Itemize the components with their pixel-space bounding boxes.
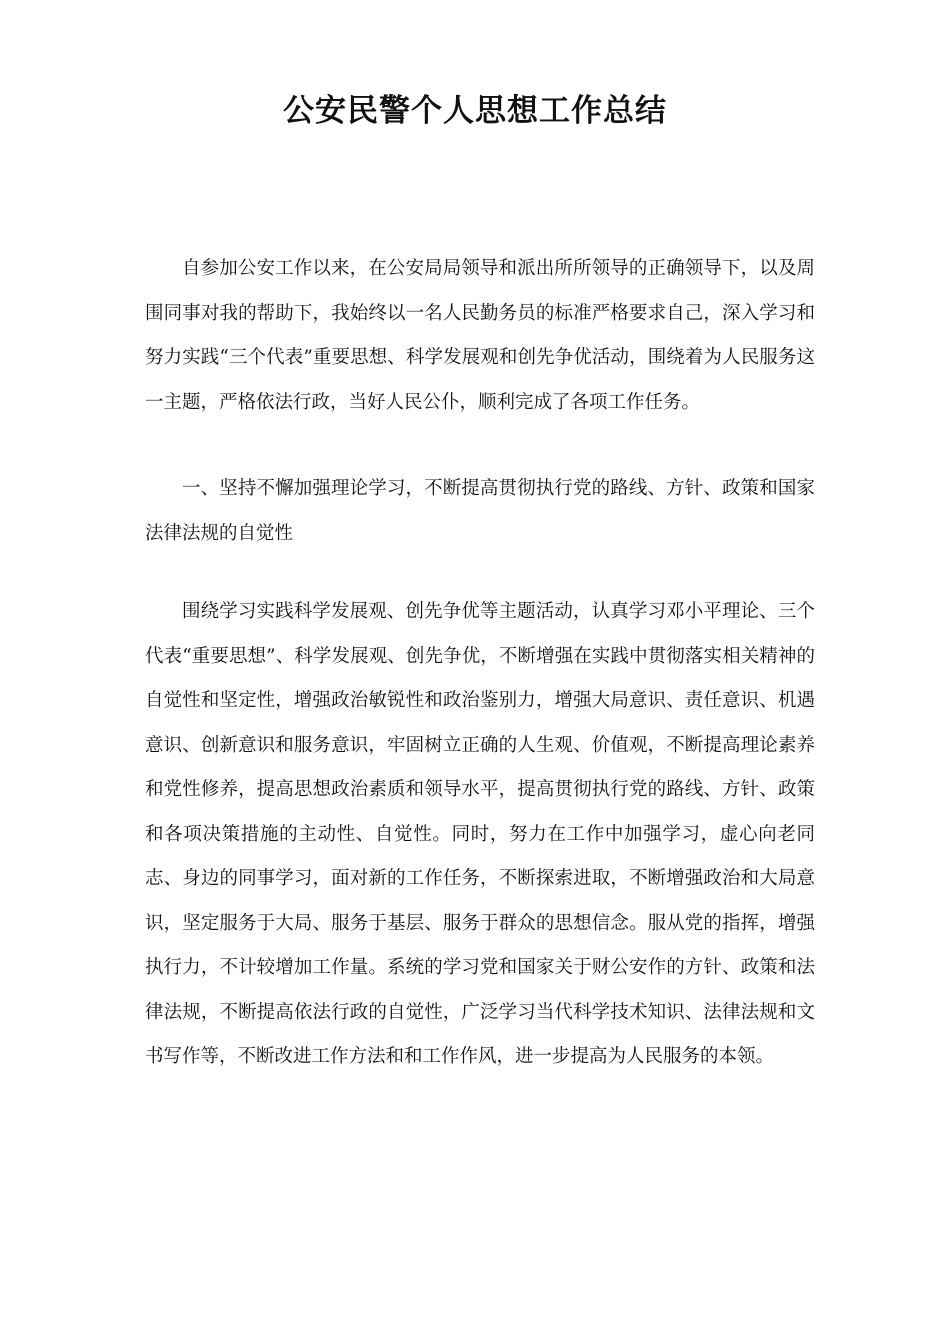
paragraph-section-1-body: 围绕学习实践科学发展观、创先争优等主题活动，认真学习邓小平理论、三个代表“重要思想”、科学发展观、创先争优，不断增强在实践中贯彻落实相关精神的自觉性和坚定性，增强政治敏锐性和政治鉴别力，增强大局意识、责任意识、机遇意识、创新意识和服务意识，牢固树立正确的人生观、价值观，不断提高理论素养和党性修养，提高思想政治素质和领导水平，提高贯彻执行党的路线、方针、政策和各项决策措施的主动性、自觉性。同时，努力在工作中加强学习，虚心向老同志、身边的同事学习，面对新的工作任务，不断探索进取，不断增强政治和大局意识，坚定服务于大局、服务于基层、服务于群众的思想信念。服从党的指挥，增强执行力，不计较增加工作量。系统的学习党和国家关于财公安作的方针、政策和法律法规，不断提高依法行政的自觉性，广泛学习当代科学技术知识、法律法规和文书写作等，不断改进工作方法和和工作作风，进一步提高为人民服务的本领。 [145,601,815,1067]
section-heading-1: 一、坚持不懈加强理论学习，不断提高贯彻执行党的路线、方针、政策和国家法律法规的自觉性 [145,478,815,544]
paragraph-intro: 自参加公安工作以来，在公安局局领导和派出所所领导的正确领导下，以及周围同事对我的帮助下，我始终以一名人民勤务员的标准严格要求自己，深入学习和努力实践“三个代表”重要思想、科学发展观和创先争优活动，围绕着为人民服务这一主题，严格依法行政，当好人民公仆，顺利完成了各项工作任务。 [145,258,815,413]
document-title: 公安民警个人思想工作总结 [283,93,667,129]
